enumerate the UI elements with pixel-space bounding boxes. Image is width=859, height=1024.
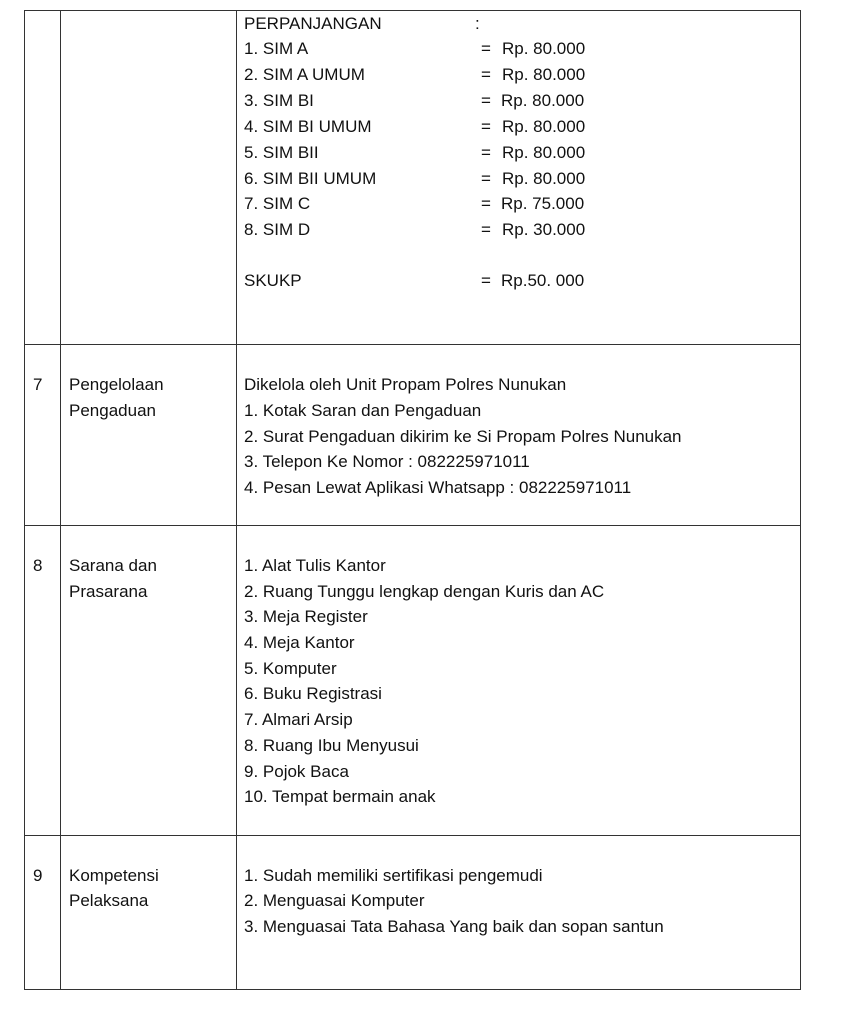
row-number: 9 bbox=[33, 866, 43, 885]
list-item: 1. Sudah memiliki sertifikasi pengemudi bbox=[244, 866, 543, 885]
fee-item-price: Rp. 80.000 bbox=[501, 91, 585, 110]
list-item: 8. Ruang Ibu Menyusui bbox=[244, 736, 419, 755]
fee-item-label: 3. SIM BI bbox=[244, 91, 314, 110]
list-item: 1. Kotak Saran dan Pengaduan bbox=[244, 401, 482, 420]
list-item: 4. Meja Kantor bbox=[244, 633, 355, 652]
fee-item-label: 5. SIM BII bbox=[244, 143, 319, 162]
fee-item-label: 4. SIM BI UMUM bbox=[244, 117, 372, 136]
row-label: Pelaksana bbox=[69, 891, 149, 910]
row-label: Sarana dan bbox=[69, 556, 157, 575]
row-divider bbox=[24, 525, 801, 526]
row-label: Prasarana bbox=[69, 582, 148, 601]
list-item: 5. Komputer bbox=[244, 659, 337, 678]
list-item: 2. Ruang Tunggu lengkap dengan Kuris dan AC bbox=[244, 582, 605, 601]
row-number: 7 bbox=[33, 375, 43, 394]
row-label: Pengaduan bbox=[69, 401, 156, 420]
fee-heading-colon: : bbox=[475, 14, 480, 33]
table-frame bbox=[24, 10, 801, 990]
list-item: 3. Menguasai Tata Bahasa Yang baik dan sopan santun bbox=[244, 917, 664, 936]
fee-item-price: Rp. 80.000 bbox=[502, 117, 586, 136]
list-item: 1. Alat Tulis Kantor bbox=[244, 556, 386, 575]
skukp-price: Rp.50. 000 bbox=[501, 271, 585, 290]
fee-item-eq: = bbox=[481, 117, 491, 136]
fee-item-eq: = bbox=[481, 91, 491, 110]
fee-item-label: 7. SIM C bbox=[244, 194, 311, 213]
fee-item-eq: = bbox=[481, 39, 491, 58]
fee-item-label: 2. SIM A UMUM bbox=[244, 65, 365, 84]
fee-item-eq: = bbox=[481, 194, 491, 213]
row-text-line: Dikelola oleh Unit Propam Polres Nunukan bbox=[244, 375, 567, 394]
fee-item-price: Rp. 80.000 bbox=[502, 169, 586, 188]
fee-item-price: Rp. 80.000 bbox=[502, 143, 586, 162]
list-item: 9. Pojok Baca bbox=[244, 762, 349, 781]
list-item: 3. Telepon Ke Nomor : 082225971011 bbox=[244, 452, 530, 471]
row-label: Pengelolaan bbox=[69, 375, 164, 394]
fee-item-price: Rp. 75.000 bbox=[501, 194, 585, 213]
list-item: 3. Meja Register bbox=[244, 607, 368, 626]
fee-heading: PERPANJANGAN bbox=[244, 14, 382, 33]
list-item: 6. Buku Registrasi bbox=[244, 684, 382, 703]
fee-item-price: Rp. 80.000 bbox=[502, 39, 586, 58]
row-divider bbox=[24, 835, 801, 836]
fee-item-label: 8. SIM D bbox=[244, 220, 311, 239]
row-label: Kompetensi bbox=[69, 866, 159, 885]
fee-item-eq: = bbox=[481, 220, 491, 239]
skukp-eq: = bbox=[481, 271, 491, 290]
list-item: 7. Almari Arsip bbox=[244, 710, 353, 729]
fee-item-price: Rp. 80.000 bbox=[502, 65, 586, 84]
row-number: 8 bbox=[33, 556, 43, 575]
fee-item-label: 1. SIM A bbox=[244, 39, 309, 58]
column-divider-label bbox=[236, 10, 237, 990]
row-divider bbox=[24, 344, 801, 345]
list-item: 4. Pesan Lewat Aplikasi Whatsapp : 082225971011 bbox=[244, 478, 632, 497]
fee-item-price: Rp. 30.000 bbox=[502, 220, 586, 239]
list-item: 2. Menguasai Komputer bbox=[244, 891, 425, 910]
fee-item-eq: = bbox=[481, 65, 491, 84]
fee-item-eq: = bbox=[481, 143, 491, 162]
column-divider-number bbox=[60, 10, 61, 990]
list-item: 2. Surat Pengaduan dikirim ke Si Propam Polres Nunukan bbox=[244, 427, 682, 446]
fee-item-eq: = bbox=[481, 169, 491, 188]
skukp-label: SKUKP bbox=[244, 271, 302, 290]
fee-item-label: 6. SIM BII UMUM bbox=[244, 169, 377, 188]
list-item: 10. Tempat bermain anak bbox=[244, 787, 436, 806]
